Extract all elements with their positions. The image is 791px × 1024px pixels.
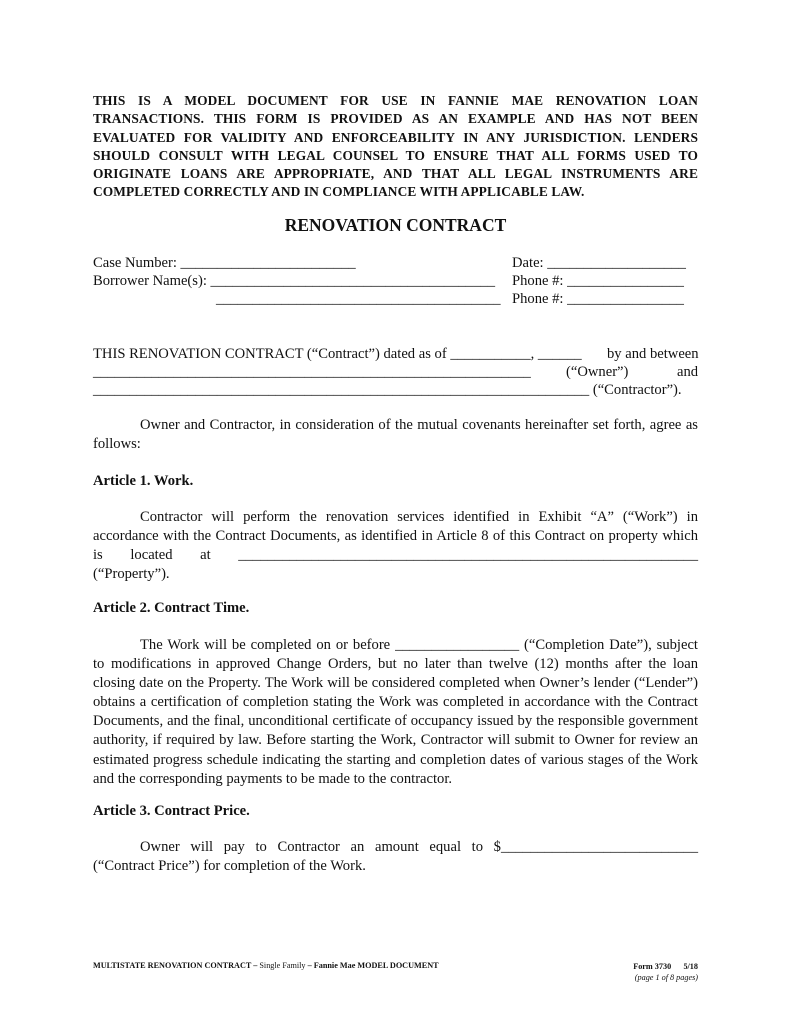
article-1-body: Contractor will perform the renovation services identified in Exhibit “A” (“Work”) in accordance with the Contract Documents, as identified in Article 8 of this Contract on property which is located at _______________________________________________________________ (“Property”). [93, 509, 698, 583]
date-field[interactable]: Date: ___________________ [512, 255, 686, 271]
footer-form-name: MULTISTATE RENOVATION CONTRACT – Single Family – Fannie Mae MODEL DOCUMENT [93, 961, 439, 970]
footer-form-number [597, 961, 698, 983]
and-text: and [677, 364, 699, 380]
article-3-heading: Article 3. Contract Price. [93, 803, 250, 819]
model-document-disclaimer: THIS IS A MODEL DOCUMENT FOR USE IN FANNIE MAE RENOVATION LOAN TRANSACTIONS. THIS FORM IS PROVIDED AS AN EXAMPLE AND HAS NOT BEEN EVALUATED FOR VALIDITY AND ENFORCEABILITY IN ANY JURISDICTION. LENDERS SHOULD CONSULT WITH LEGAL COUNSEL TO ENSURE THAT ALL FORMS USED TO ORIGINATE LOANS ARE APPROPRIATE, AND THAT ALL LEGAL INSTRUMENTS ARE COMPLETED CORRECTLY AND IN COMPLIANCE WITH APPLICABLE LAW. [93, 93, 698, 200]
article-2-heading: Article 2. Contract Time. [93, 600, 250, 616]
article-2-body: The Work will be completed on or before _________________ (“Completion Date”), subject to modifications in approved Change Orders, but no later than twelve (12) months after the loan closing date on the Property. The Work will be considered completed when Owner’s lender (“Lender”) obtains a certification of completion stating the Work was completed in accordance with the Contract Documents, and the final, unconditional certificate of occupancy issued by the responsible government authority, if required by law. Before starting the Work, Contractor will submit to Owner for review an estimated progress schedule indicating the starting and completion dates of various stages of the Work and the corresponding payments to be made to the contractor. [93, 637, 698, 787]
page-count: (page 1 of 8 pages) [634, 973, 698, 982]
contractor-name-line[interactable]: ____________________________________________________________________ (“Contractor”). [93, 382, 682, 398]
recital-paragraph: Owner and Contractor, in consideration of the mutual covenants hereinafter set forth, agree as follows: [93, 417, 698, 453]
form-number: Form 3730 5/18 [633, 962, 698, 971]
article-1-heading: Article 1. Work. [93, 473, 194, 489]
owner-name-blank[interactable]: ____________________________________________________________ [93, 364, 531, 380]
borrower-names-field[interactable]: Borrower Name(s): _______________________________________ [93, 273, 496, 289]
borrower-names-field-line2[interactable]: _______________________________________ [216, 291, 501, 307]
article-3-body: Owner will pay to Contractor an amount equal to $___________________________ (“Contract Price”) for completion of the Work. [93, 839, 698, 875]
by-and-between-text: by and between [607, 346, 699, 362]
phone-field-2[interactable]: Phone #: ________________ [512, 291, 684, 307]
owner-label: (“Owner”) [566, 364, 629, 380]
contract-date-line[interactable]: THIS RENOVATION CONTRACT (“Contract”) dated as of ___________, ______ [93, 346, 582, 362]
case-number-field[interactable]: Case Number: ________________________ [93, 255, 356, 271]
phone-field-1[interactable]: Phone #: ________________ [512, 273, 684, 289]
document-title: RENOVATION CONTRACT [284, 215, 507, 235]
